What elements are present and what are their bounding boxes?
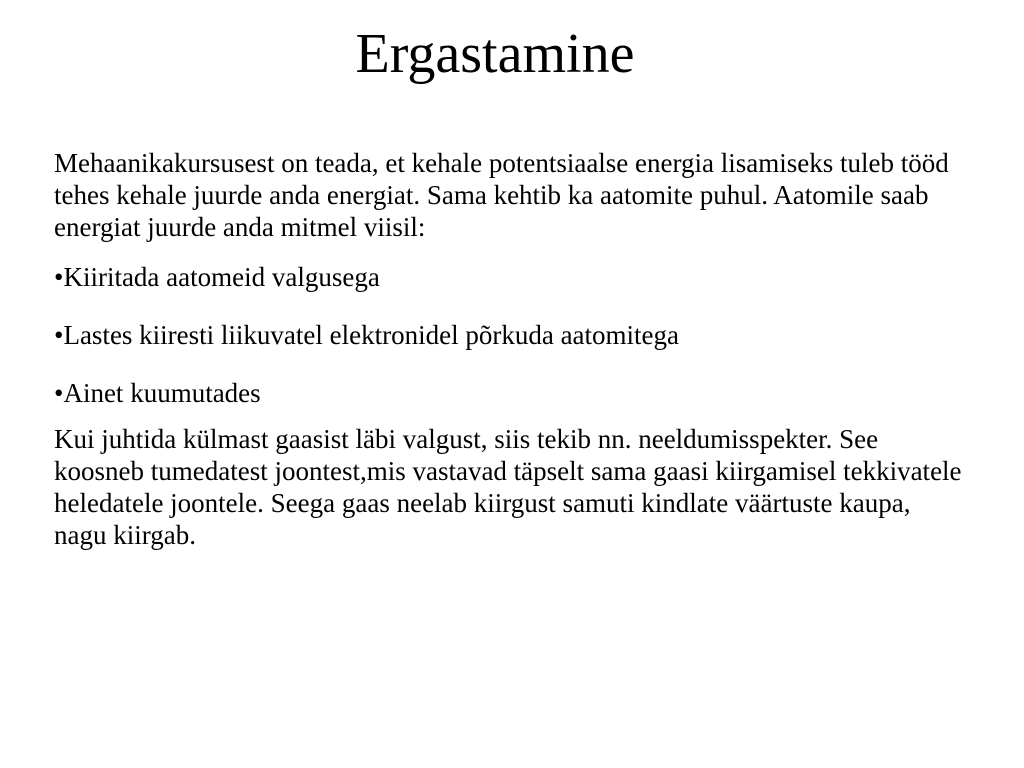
bullet-item: •Kiiritada aatomeid valgusega	[54, 262, 380, 292]
intro-paragraph: Mehaanikakursusest on teada, et kehale potentsiaalse energia lisamiseks tuleb tööd tehes kehale juurde anda energiat. Sama kehtib ka aatomite puhul. Aatomile saab energiat juurde anda mitmel viisil:	[54, 148, 949, 242]
closing-paragraph: Kui juhtida külmast gaasist läbi valgust, siis tekib nn. neeldumisspekter. See koosneb tumedatest joontest,mis vastavad täpselt sama gaasi kiirgamisel tekkivatele heledatele joontele. Seega gaas neelab kiirgust samuti kindlate väärtuste kaupa, nagu kiirgab.	[54, 424, 962, 550]
bullet-item: •Ainet kuumutades	[54, 378, 261, 408]
slide-title: Ergastamine	[355, 23, 635, 85]
bullet-item: •Lastes kiiresti liikuvatel elektronidel põrkuda aatomitega	[54, 320, 680, 350]
slide-body	[54, 147, 964, 551]
